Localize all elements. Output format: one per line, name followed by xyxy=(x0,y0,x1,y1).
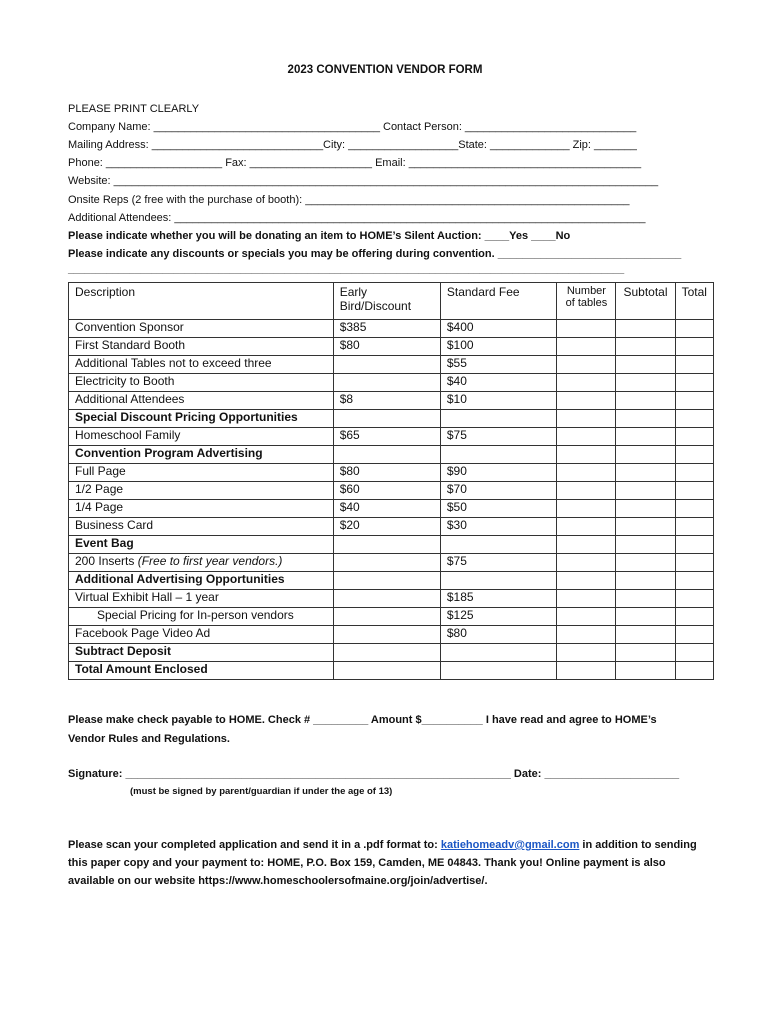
row-standard-fee: $125 xyxy=(440,608,557,626)
header-total: Total xyxy=(675,283,713,320)
row-number-of-tables-cell[interactable] xyxy=(557,608,616,626)
table-row xyxy=(69,482,714,500)
row-number-of-tables-cell[interactable] xyxy=(557,410,616,428)
row-standard-fee xyxy=(440,536,557,554)
row-number-of-tables-cell[interactable] xyxy=(557,662,616,680)
row-total-cell[interactable] xyxy=(675,356,713,374)
row-number-of-tables-cell[interactable] xyxy=(557,554,616,572)
row-standard-fee: $70 xyxy=(440,482,557,500)
row-early-bird-price xyxy=(333,446,440,464)
email-link[interactable]: katiehomeadv@gmail.com xyxy=(440,839,580,851)
row-early-bird-price: $65 xyxy=(333,428,440,446)
company-contact-line[interactable]: Company Name: _____________________________________ Contact Person: ____________________________ xyxy=(68,121,637,133)
row-total-cell[interactable] xyxy=(675,338,713,356)
row-subtotal-cell[interactable] xyxy=(616,554,675,572)
row-number-of-tables-cell[interactable] xyxy=(557,482,616,500)
row-number-of-tables-cell[interactable] xyxy=(557,644,616,662)
row-number-of-tables-cell[interactable] xyxy=(557,590,616,608)
row-total-cell[interactable] xyxy=(675,320,713,338)
row-total-cell[interactable] xyxy=(675,608,713,626)
table-row xyxy=(69,590,714,608)
row-subtotal-cell[interactable] xyxy=(616,626,675,644)
row-standard-fee xyxy=(440,662,557,680)
row-number-of-tables-cell[interactable] xyxy=(557,320,616,338)
scan-instructions-line1 xyxy=(68,839,697,851)
row-standard-fee: $90 xyxy=(440,464,557,482)
row-standard-fee: $75 xyxy=(440,428,557,446)
row-description: Convention Sponsor xyxy=(69,320,334,338)
row-number-of-tables-cell[interactable] xyxy=(557,356,616,374)
row-description: Additional Attendees xyxy=(69,392,334,410)
row-number-of-tables-cell[interactable] xyxy=(557,572,616,590)
row-description: Electricity to Booth xyxy=(69,374,334,392)
header-standard-fee: Standard Fee xyxy=(440,283,557,320)
row-description: 1/2 Page xyxy=(69,482,334,500)
table-row xyxy=(69,536,714,554)
row-description: Facebook Page Video Ad xyxy=(69,626,334,644)
row-standard-fee: $400 xyxy=(440,320,557,338)
row-standard-fee: $75 xyxy=(440,554,557,572)
check-payable-line[interactable]: Please make check payable to HOME. Check # _________ Amount $__________ I have read and agree to HOME’s xyxy=(68,714,657,726)
row-total-cell[interactable] xyxy=(675,410,713,428)
header-number-line1: Number xyxy=(566,285,606,297)
row-description: Event Bag xyxy=(69,536,334,554)
row-total-cell[interactable] xyxy=(675,500,713,518)
row-early-bird-price xyxy=(333,374,440,392)
header-description: Description xyxy=(69,283,334,320)
print-clearly-note: PLEASE PRINT CLEARLY xyxy=(68,103,200,115)
row-subtotal-cell[interactable] xyxy=(616,518,675,536)
signature-note: (must be signed by parent/guardian if under the age of 13) xyxy=(130,786,393,797)
row-subtotal-cell[interactable] xyxy=(616,644,675,662)
row-description: Additional Advertising Opportunities xyxy=(69,572,334,590)
row-standard-fee xyxy=(440,644,557,662)
row-standard-fee: $30 xyxy=(440,518,557,536)
row-total-cell[interactable] xyxy=(675,572,713,590)
row-description: Special Pricing for In-person vendors xyxy=(69,608,334,626)
mailing-address-line[interactable]: Mailing Address: ____________________________City: __________________State: _____________ Zip: _______ xyxy=(68,139,637,151)
row-subtotal-cell[interactable] xyxy=(616,662,675,680)
row-subtotal-cell[interactable] xyxy=(616,428,675,446)
row-number-of-tables-cell[interactable] xyxy=(557,536,616,554)
table-row xyxy=(69,626,714,644)
form-title: 2023 CONVENTION VENDOR FORM xyxy=(287,64,483,76)
row-early-bird-price: $20 xyxy=(333,518,440,536)
row-subtotal-cell[interactable] xyxy=(616,320,675,338)
row-total-cell[interactable] xyxy=(675,464,713,482)
row-number-of-tables-cell[interactable] xyxy=(557,446,616,464)
row-standard-fee: $50 xyxy=(440,500,557,518)
scan-instructions-line2: this paper copy and your payment to: HOME, P.O. Box 159, Camden, ME 04843. Thank you! Online payment is also xyxy=(68,857,666,869)
row-subtotal-cell[interactable] xyxy=(616,482,675,500)
row-number-of-tables-cell[interactable] xyxy=(557,428,616,446)
row-description: 1/4 Page xyxy=(69,500,334,518)
header-subtotal: Subtotal xyxy=(616,283,675,320)
table-row xyxy=(69,374,714,392)
row-early-bird-price xyxy=(333,410,440,428)
row-number-of-tables-cell[interactable] xyxy=(557,500,616,518)
row-total-cell[interactable] xyxy=(675,446,713,464)
row-early-bird-price: $80 xyxy=(333,338,440,356)
row-standard-fee: $185 xyxy=(440,590,557,608)
discounts-line-continued[interactable]: ____________________________________________________________________________________________________ xyxy=(68,264,625,275)
row-subtotal-cell[interactable] xyxy=(616,608,675,626)
header-early-bird xyxy=(333,283,440,320)
row-description: Subtract Deposit xyxy=(69,644,334,662)
row-number-of-tables-cell[interactable] xyxy=(557,464,616,482)
row-number-of-tables-cell[interactable] xyxy=(557,626,616,644)
row-early-bird-price: $8 xyxy=(333,392,440,410)
table-row xyxy=(69,356,714,374)
row-standard-fee: $100 xyxy=(440,338,557,356)
row-standard-fee xyxy=(440,410,557,428)
table-row xyxy=(69,320,714,338)
row-subtotal-cell[interactable] xyxy=(616,392,675,410)
row-subtotal-cell[interactable] xyxy=(616,572,675,590)
row-early-bird-price xyxy=(333,356,440,374)
pricing-table xyxy=(68,282,714,680)
row-subtotal-cell[interactable] xyxy=(616,446,675,464)
row-description: First Standard Booth xyxy=(69,338,334,356)
scan-instructions-line3: available on our website https://www.homeschoolersofmaine.org/join/advertise/. xyxy=(68,875,488,887)
row-number-of-tables-cell[interactable] xyxy=(557,518,616,536)
row-subtotal-cell[interactable] xyxy=(616,590,675,608)
row-total-cell[interactable] xyxy=(675,644,713,662)
row-subtotal-cell[interactable] xyxy=(616,536,675,554)
scan-text-pre: Please scan your completed application and send it in a .pdf format to: xyxy=(68,839,441,851)
row-early-bird-price xyxy=(333,590,440,608)
row-standard-fee: $40 xyxy=(440,374,557,392)
row-total-cell[interactable] xyxy=(675,482,713,500)
row-description-text: 200 Inserts xyxy=(75,554,138,568)
header-number-of-tables xyxy=(557,283,616,320)
row-total-cell[interactable] xyxy=(675,428,713,446)
header-early-line2: Bird/Discount xyxy=(339,299,412,313)
row-standard-fee xyxy=(440,572,557,590)
row-number-of-tables-cell[interactable] xyxy=(557,392,616,410)
row-total-cell[interactable] xyxy=(675,554,713,572)
row-description: Virtual Exhibit Hall – 1 year xyxy=(69,590,334,608)
row-early-bird-price xyxy=(333,608,440,626)
row-subtotal-cell[interactable] xyxy=(616,356,675,374)
row-total-cell[interactable] xyxy=(675,536,713,554)
table-header-row xyxy=(69,283,714,320)
row-standard-fee: $55 xyxy=(440,356,557,374)
row-subtotal-cell[interactable] xyxy=(616,374,675,392)
table-row xyxy=(69,608,714,626)
header-number-line2: of tables xyxy=(565,297,608,309)
row-total-cell[interactable] xyxy=(675,662,713,680)
row-description: Business Card xyxy=(69,518,334,536)
row-early-bird-price: $40 xyxy=(333,500,440,518)
table-row xyxy=(69,662,714,680)
row-number-of-tables-cell[interactable] xyxy=(557,338,616,356)
table-row xyxy=(69,572,714,590)
table-row xyxy=(69,518,714,536)
table-row xyxy=(69,554,714,572)
discounts-line[interactable]: Please indicate any discounts or specials you may be offering during convention. ______________________________ xyxy=(68,248,682,260)
row-subtotal-cell[interactable] xyxy=(616,464,675,482)
row-description xyxy=(69,554,334,572)
row-early-bird-price xyxy=(333,644,440,662)
table-row xyxy=(69,446,714,464)
row-description: Additional Tables not to exceed three xyxy=(69,356,334,374)
row-early-bird-price xyxy=(333,662,440,680)
row-standard-fee: $80 xyxy=(440,626,557,644)
row-description-note: (Free to first year vendors.) xyxy=(137,554,283,568)
row-early-bird-price: $60 xyxy=(333,482,440,500)
table-row xyxy=(69,428,714,446)
additional-attendees-line[interactable]: Additional Attendees: _____________________________________________________________________________ xyxy=(68,212,646,224)
row-early-bird-price xyxy=(333,572,440,590)
row-subtotal-cell[interactable] xyxy=(616,410,675,428)
row-subtotal-cell[interactable] xyxy=(616,338,675,356)
table-row xyxy=(69,410,714,428)
row-standard-fee xyxy=(440,446,557,464)
row-standard-fee: $10 xyxy=(440,392,557,410)
table-row xyxy=(69,392,714,410)
signature-date-line[interactable]: Signature: _______________________________________________________________ Date: ______________________ xyxy=(68,768,680,780)
table-row xyxy=(69,464,714,482)
row-description: Full Page xyxy=(69,464,334,482)
row-subtotal-cell[interactable] xyxy=(616,500,675,518)
row-number-of-tables-cell[interactable] xyxy=(557,374,616,392)
table-row xyxy=(69,644,714,662)
row-early-bird-price: $385 xyxy=(333,320,440,338)
silent-auction-line[interactable]: Please indicate whether you will be donating an item to HOME’s Silent Auction: ____Yes ____No xyxy=(68,230,571,242)
row-description: Homeschool Family xyxy=(69,428,334,446)
table-row xyxy=(69,500,714,518)
row-total-cell[interactable] xyxy=(675,590,713,608)
website-line[interactable]: Website: _________________________________________________________________________________________ xyxy=(68,175,659,187)
row-total-cell[interactable] xyxy=(675,518,713,536)
row-description: Special Discount Pricing Opportunities xyxy=(69,410,334,428)
table-row xyxy=(69,338,714,356)
row-early-bird-price: $80 xyxy=(333,464,440,482)
row-early-bird-price xyxy=(333,626,440,644)
scan-text-post: in addition to sending xyxy=(579,839,697,851)
row-early-bird-price xyxy=(333,536,440,554)
row-description: Convention Program Advertising xyxy=(69,446,334,464)
row-total-cell[interactable] xyxy=(675,626,713,644)
row-description: Total Amount Enclosed xyxy=(69,662,334,680)
header-early-line1: Early xyxy=(339,285,368,299)
onsite-reps-line[interactable]: Onsite Reps (2 free with the purchase of booth): _____________________________________________________ xyxy=(68,194,630,206)
row-total-cell[interactable] xyxy=(675,392,713,410)
phone-fax-email-line[interactable]: Phone: ___________________ Fax: ____________________ Email: ______________________________________ xyxy=(68,157,642,169)
row-early-bird-price xyxy=(333,554,440,572)
vendor-rules-line: Vendor Rules and Regulations. xyxy=(68,733,230,745)
row-total-cell[interactable] xyxy=(675,374,713,392)
